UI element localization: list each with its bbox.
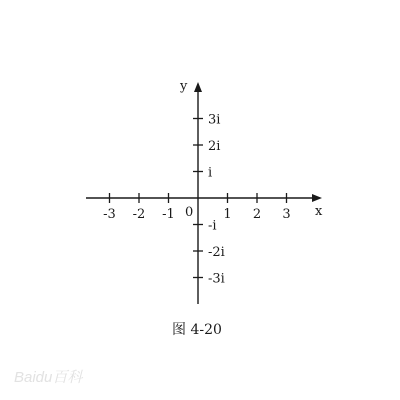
x-tick-label: 1 xyxy=(223,207,232,222)
x-tick-label: -2 xyxy=(132,207,146,222)
x-axis-arrow-icon xyxy=(312,194,322,202)
y-tick-label: -2i xyxy=(208,245,225,260)
y-tick-label: i xyxy=(208,165,213,181)
y-tick-label: 2i xyxy=(208,139,221,154)
y-axis-arrow-icon xyxy=(194,82,202,92)
y-tick-label: -i xyxy=(208,218,217,234)
y-tick-label: -3i xyxy=(208,271,225,287)
x-tick-label: 2 xyxy=(252,207,262,222)
y-axis-label: y xyxy=(180,79,188,94)
origin-label: 0 xyxy=(185,205,194,220)
x-tick-label: 3 xyxy=(282,207,291,222)
x-tick-label: -3 xyxy=(103,207,116,222)
y-tick-label: 3i xyxy=(208,112,221,128)
watermark-logo: Baidu百科 xyxy=(14,369,83,386)
x-tick-label: -1 xyxy=(162,207,175,222)
figure-caption: 图 4-20 xyxy=(172,322,222,338)
x-axis-label: x xyxy=(315,204,323,219)
